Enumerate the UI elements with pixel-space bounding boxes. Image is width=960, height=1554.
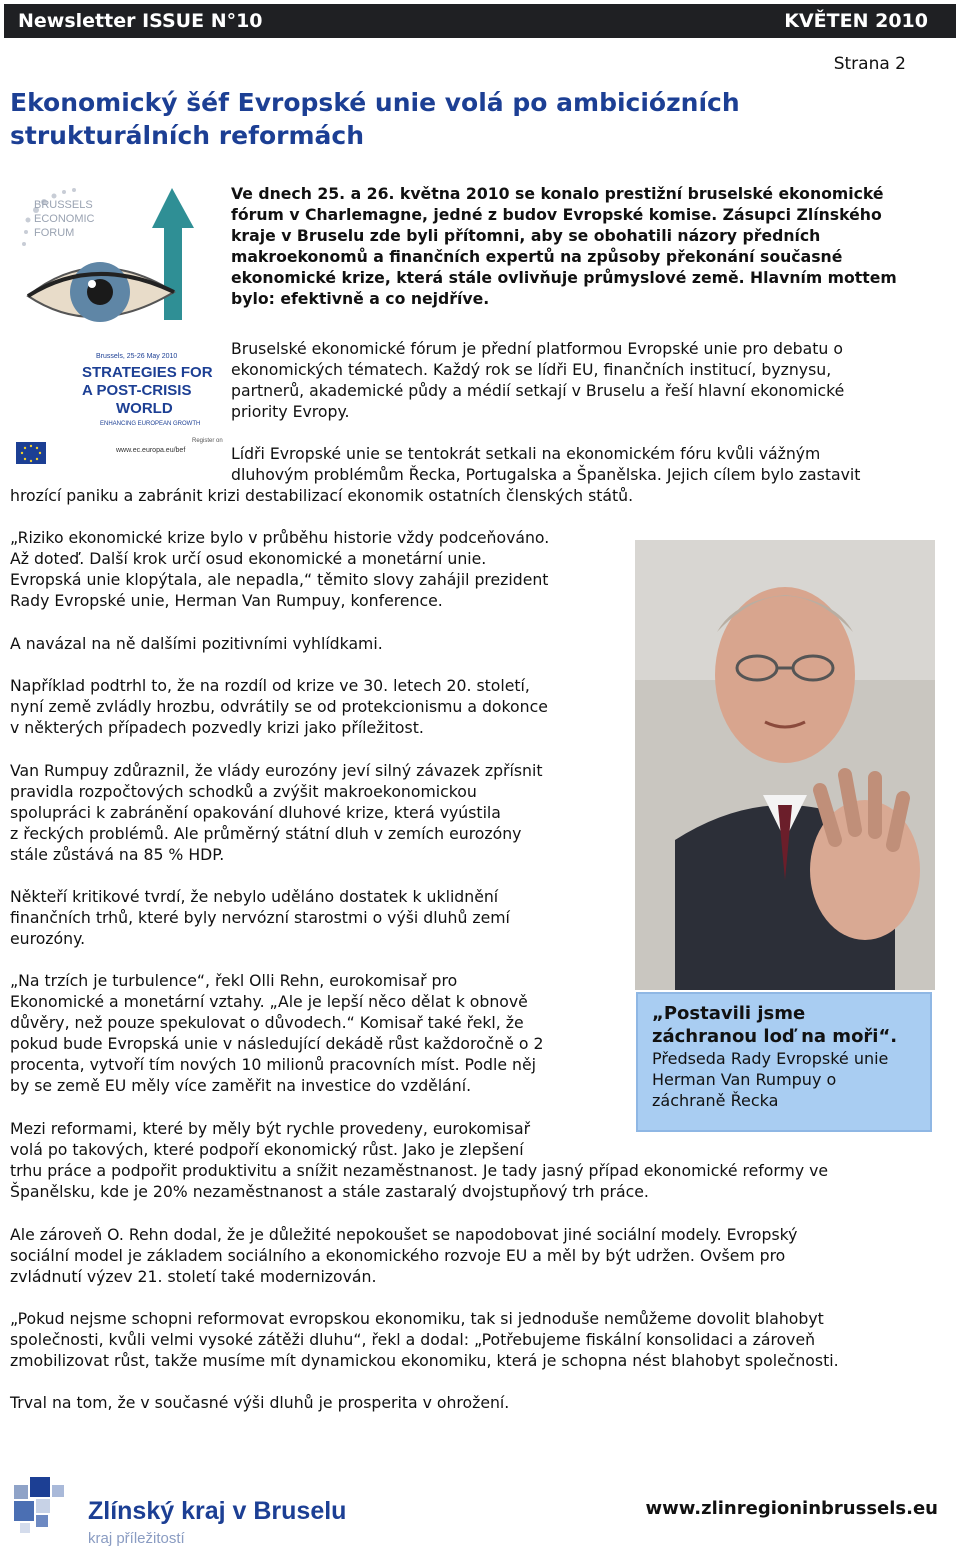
paragraph-reforms-b <box>10 1160 956 1202</box>
text-line: „Pokud nejsme schopni reformovat evropskou ekonomiku, tak si jednoduše nemůžeme dovolit blahobyt <box>10 1309 824 1328</box>
speaker-photo <box>635 540 935 990</box>
paragraph-leaders-line1 <box>231 443 956 485</box>
text-line: Až doteď. Další krok určí osud ekonomické a monetární unie. <box>10 549 487 568</box>
slogan-line3: WORLD <box>116 400 173 417</box>
text-line: „Na trzích je turbulence“, řekl Olli Rehn, eurokomisař pro <box>10 971 458 990</box>
paragraph-crisis-30s <box>10 675 625 738</box>
paragraph-reforms-a <box>10 1118 625 1160</box>
text-line: Rady Evropské unie, Herman Van Rumpuy, konference. <box>10 591 443 610</box>
text-line: zmobilizovat růst, takže musíme mít dynamickou ekonomiku, která je schopna nést blahobyt společnosti. <box>10 1351 839 1370</box>
paragraph-outlook <box>10 633 625 654</box>
text-line: pokud bude Evropská unie v následující dekádě růst každoročně o 2 <box>10 1034 544 1053</box>
text-line: Lídři Evropské unie se tentokrát setkali na ekonomickém fóru kvůli vážným <box>231 444 821 463</box>
forum-name-line3: FORUM <box>34 227 75 239</box>
footer-website-link[interactable]: www.zlinregioninbrussels.eu <box>645 1498 938 1519</box>
newsletter-header <box>4 4 956 38</box>
intro-paragraph <box>231 183 956 309</box>
forum-url: www.ec.europa.eu/bef <box>116 447 186 454</box>
page-number: Strana 2 <box>833 54 906 74</box>
pull-quote-attribution: Předseda Rady Evropské unie <box>652 1049 889 1068</box>
newsletter-issue: Newsletter ISSUE N°10 <box>18 10 263 32</box>
forum-poster-image <box>14 180 223 470</box>
paragraph-social-model <box>10 1224 956 1287</box>
forum-name-line1: BRUSSELS <box>34 199 93 211</box>
text-line: „Riziko ekonomické krize bylo v průběhu historie vždy podceňováno. <box>10 528 550 547</box>
text-line: Například podtrhl to, že na rozdíl od krize ve 30. letech 20. století, <box>10 676 530 695</box>
text-line: Ale zároveň O. Rehn dodal, že je důležité nepokoušet se napodobovat jiné sociální modely. Evropský <box>10 1225 798 1244</box>
paragraph-closing <box>10 1392 956 1413</box>
intro-line: fórum v Charlemagne, jedné z budov Evropské komise. Zásupci Zlínského <box>231 205 882 224</box>
paragraph-eurozone <box>10 760 625 865</box>
paragraph-leaders-line3 <box>10 485 956 506</box>
text-line: eurozóny. <box>10 929 86 948</box>
pull-quote-attribution: záchraně Řecka <box>652 1091 779 1110</box>
text-line: volá po takových, které podpoří ekonomický růst. Jako je zlepšení <box>10 1140 524 1159</box>
intro-line: bylo: efektivně a co nejdříve. <box>231 289 490 308</box>
paragraph-forum <box>231 338 956 422</box>
text-line: hrozící paniku a zabránit krizi destabilizací ekonomik ostatních členských států. <box>10 486 634 505</box>
footer-tagline: kraj příležitostí <box>88 1530 185 1547</box>
text-line: by se země EU měly více zaměřit na investice do vzdělání. <box>10 1076 472 1095</box>
pull-quote-headline: „Postavili jsme <box>652 1003 806 1024</box>
pull-quote-box <box>636 992 932 1132</box>
register-label: Register on <box>192 438 223 444</box>
text-line: v některých případech pozvedly krizi jako příležitost. <box>10 718 424 737</box>
footer-logo <box>12 1475 347 1550</box>
text-line: trhu práce a podpořit produktivitu a snížit nezaměstnanost. Je tady jasný případ ekonomické reformy ve <box>10 1161 829 1180</box>
text-line: pravidla rozpočtových schodků a zvýšit makroekonomickou <box>10 782 477 801</box>
text-line: zvládnutí výzev 21. století také modernizován. <box>10 1267 377 1286</box>
intro-line: ekonomické krize, která stále ovlivňuje průmyslové země. Hlavním mottem <box>231 268 897 287</box>
text-line: ekonomických tématech. Každý rok se lídři EU, finančních institucí, byznysu, <box>231 360 832 379</box>
forum-name-line2: ECONOMIC <box>34 213 95 225</box>
text-line: Bruselské ekonomické fórum je přední platformou Evropské unie pro debatu o <box>231 339 843 358</box>
text-line: dluhovým problémům Řecka, Portugalska a Španělska. Jejich cílem bylo zastavit <box>231 465 861 484</box>
squares-logo-icon <box>14 1477 64 1533</box>
paragraph-quote-risk <box>10 527 625 611</box>
pull-quote-attribution: Herman Van Rumpuy o <box>652 1070 837 1089</box>
newsletter-date: KVĚTEN 2010 <box>784 10 928 32</box>
text-line: společnosti, kvůli velmi vysoké zátěži dluhu“, řekl a dodal: „Potřebujeme fiskální konsolidaci a zároveň <box>10 1330 816 1349</box>
text-line: stále zůstává na 85 % HDP. <box>10 845 225 864</box>
text-line: Ekonomické a monetární vztahy. „Ale je lepší něco dělat k obnově <box>10 992 528 1011</box>
text-line: Evropská unie klopýtala, ale nepadla,“ těmito slovy zahájil prezident <box>10 570 549 589</box>
text-line: priority Evropy. <box>231 402 350 421</box>
text-line: partnerů, akademické půdy a médií setkají v Bruselu a řeší hlavní ekonomické <box>231 381 845 400</box>
slogan-line2: A POST-CRISIS <box>82 382 192 399</box>
text-line: nyní země zvládly hrozbu, odvrátily se od protekcionismu a dokonce <box>10 697 548 716</box>
article-title: Ekonomický šéf Evropské unie volá po ambiciózních strukturálních reformách <box>10 88 740 150</box>
pull-quote-headline: záchranou loď na moři“. <box>652 1026 898 1047</box>
intro-line: Ve dnech 25. a 26. května 2010 se konalo prestižní bruselské ekonomické <box>231 184 884 203</box>
text-line: z řeckých problémů. Ale průměrný státní dluh v zemích eurozóny <box>10 824 522 843</box>
paragraph-quote-prosperity <box>10 1308 956 1371</box>
text-line: Trval na tom, že v současné výši dluhů je prosperita v ohrožení. <box>10 1393 510 1412</box>
footer-brand: Zlínský kraj v Bruselu <box>88 1497 347 1525</box>
text-line: Někteří kritikové tvrdí, že nebylo uděláno dostatek k uklidnění <box>10 887 499 906</box>
text-line: Španělsku, kde je 20% nezaměstnanost a stále zastaralý dvojstupňový trh práce. <box>10 1182 649 1201</box>
text-line: finančních trhů, které byly nervózní starostmi o výši dluhů zemí <box>10 908 510 927</box>
text-line: důvěry, než pouze spekulovat o důvodech.“ Komisař také řekl, že <box>10 1013 524 1032</box>
text-line: spolupráci k zabránění opakování dluhové krize, která vyústila <box>10 803 501 822</box>
intro-line: kraje v Bruselu zde byli přítomni, aby se obohatili názory předních <box>231 226 821 245</box>
text-line: A navázal na ně dalšími pozitivními vyhlídkami. <box>10 634 383 653</box>
paragraph-rehn <box>10 970 625 1096</box>
text-line: Mezi reformami, které by měly být rychle provedeny, eurokomisař <box>10 1119 531 1138</box>
forum-date: Brussels, 25-26 May 2010 <box>96 353 178 360</box>
text-line: sociální model je základem sociálního a ekonomického rozvoje EU a měl by být udržen. Ovšem pro <box>10 1246 786 1265</box>
text-line: Van Rumpuy zdůraznil, že vlády eurozóny jeví silný závazek zpřísnit <box>10 761 543 780</box>
text-line: procenta, vytvoří tím nových 10 milionů pracovních míst. Podle něj <box>10 1055 536 1074</box>
intro-line: makroekonomů a finančních expertů na způsoby překonání současné <box>231 247 843 266</box>
forum-tagline: ENHANCING EUROPEAN GROWTH <box>100 421 201 427</box>
paragraph-critics <box>10 886 625 949</box>
slogan-line1: STRATEGIES FOR <box>82 364 213 381</box>
